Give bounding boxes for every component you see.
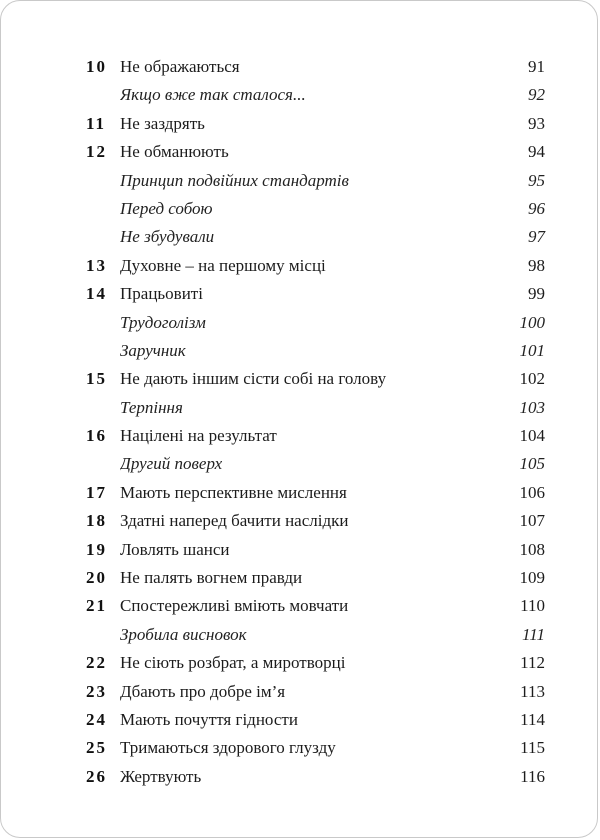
entry-page-number: 114 [520, 709, 545, 729]
entry-page-number: 98 [528, 255, 545, 275]
chapter-number: 16 [86, 426, 107, 446]
entry-page-number: 100 [519, 312, 545, 332]
entry-title: Якщо вже так сталося... [120, 85, 306, 105]
toc-subentry [86, 167, 545, 195]
entry-page-number: 99 [528, 284, 545, 304]
toc-entry [86, 365, 545, 393]
entry-page-number: 102 [519, 369, 545, 389]
toc-entry [86, 649, 545, 677]
entry-title: Зробила висновок [120, 624, 247, 644]
entry-title: Здатні наперед бачити наслідки [120, 511, 349, 531]
entry-title: Не дають іншим сісти собі на голову [120, 369, 387, 389]
toc-entry [86, 507, 545, 535]
chapter-number: 13 [86, 255, 107, 275]
toc-subentry [86, 450, 545, 478]
toc-subentry [86, 309, 545, 337]
entry-title: Дбають про добре ім’я [120, 681, 286, 701]
entry-title: Не ображаються [120, 57, 240, 76]
chapter-number: 26 [86, 766, 107, 786]
entry-page-number: 101 [519, 340, 545, 360]
entry-title: Принцип подвійних стандартів [120, 170, 349, 190]
entry-title: Другий поверх [120, 454, 223, 474]
toc-entry [86, 138, 545, 166]
entry-title: Не обманюють [120, 142, 229, 162]
entry-title: Трудоголізм [120, 312, 206, 332]
entry-page-number: 109 [519, 568, 545, 588]
entry-page-number: 91 [528, 57, 545, 76]
toc-entry [86, 678, 545, 706]
chapter-number: 20 [86, 568, 107, 588]
toc-entry [86, 479, 545, 507]
toc-entry [86, 280, 545, 308]
table-of-contents [86, 53, 545, 791]
toc-subentry [86, 394, 545, 422]
entry-page-number: 108 [519, 539, 545, 559]
entry-page-number: 103 [519, 397, 545, 417]
entry-page-number: 112 [520, 653, 545, 673]
chapter-number: 12 [86, 142, 107, 162]
chapter-number: 25 [86, 738, 107, 758]
entry-title: Не палять вогнем правди [120, 568, 303, 588]
entry-title: Працьовиті [120, 284, 203, 304]
entry-title: Духовне – на першому місці [120, 255, 326, 275]
entry-title: Мають почуття гідности [120, 709, 298, 729]
toc-subentry [86, 337, 545, 365]
entry-page-number: 104 [519, 426, 545, 446]
entry-title: Ловлять шанси [120, 539, 230, 559]
chapter-number: 11 [86, 113, 107, 133]
toc-subentry [86, 195, 545, 223]
entry-title: Спостережливі вміють мовчати [120, 596, 349, 616]
entry-page-number: 116 [520, 766, 545, 786]
entry-page-number: 107 [519, 511, 545, 531]
entry-page-number: 115 [520, 738, 545, 758]
toc-entry [86, 592, 545, 620]
toc-entry [86, 53, 545, 81]
toc-entry [86, 422, 545, 450]
entry-title: Терпіння [120, 397, 183, 417]
entry-page-number: 105 [519, 454, 545, 474]
chapter-number: 23 [86, 681, 107, 701]
toc-entry [86, 734, 545, 762]
toc-subentry [86, 223, 545, 251]
chapter-number: 15 [86, 369, 107, 389]
entry-title: Не заздрять [120, 113, 205, 133]
toc-entry [86, 110, 545, 138]
toc-subentry [86, 81, 545, 109]
chapter-number: 21 [86, 596, 107, 616]
chapter-number: 10 [86, 57, 107, 76]
entry-title: Мають перспективне мислення [120, 482, 347, 502]
entry-page-number: 97 [528, 227, 545, 247]
toc-entry [86, 564, 545, 592]
entry-title: Заручник [120, 340, 186, 360]
chapter-number: 18 [86, 511, 107, 531]
entry-title: Не збудували [120, 227, 215, 247]
entry-page-number: 110 [520, 596, 545, 616]
chapter-number: 19 [86, 539, 107, 559]
entry-title: Жертвують [120, 766, 202, 786]
chapter-number: 24 [86, 709, 107, 729]
entry-page-number: 93 [528, 113, 545, 133]
entry-page-number: 95 [528, 170, 545, 190]
entry-title: Націлені на результат [120, 426, 277, 446]
chapter-number: 14 [86, 284, 107, 304]
entry-page-number: 92 [528, 85, 545, 105]
entry-title: Не сіють розбрат, а миротворці [120, 653, 346, 673]
toc-entry [86, 252, 545, 280]
toc-entry [86, 706, 545, 734]
entry-title: Тримаються здорового глузду [120, 738, 336, 758]
toc-entry [86, 536, 545, 564]
toc-subentry [86, 621, 545, 649]
entry-page-number: 113 [520, 681, 545, 701]
chapter-number: 22 [86, 653, 107, 673]
entry-page-number: 111 [522, 624, 545, 644]
entry-page-number: 94 [528, 142, 545, 162]
entry-page-number: 96 [528, 198, 545, 218]
entry-page-number: 106 [519, 482, 545, 502]
entry-title: Перед собою [120, 198, 213, 218]
toc-entry [86, 763, 545, 791]
chapter-number: 17 [86, 482, 107, 502]
